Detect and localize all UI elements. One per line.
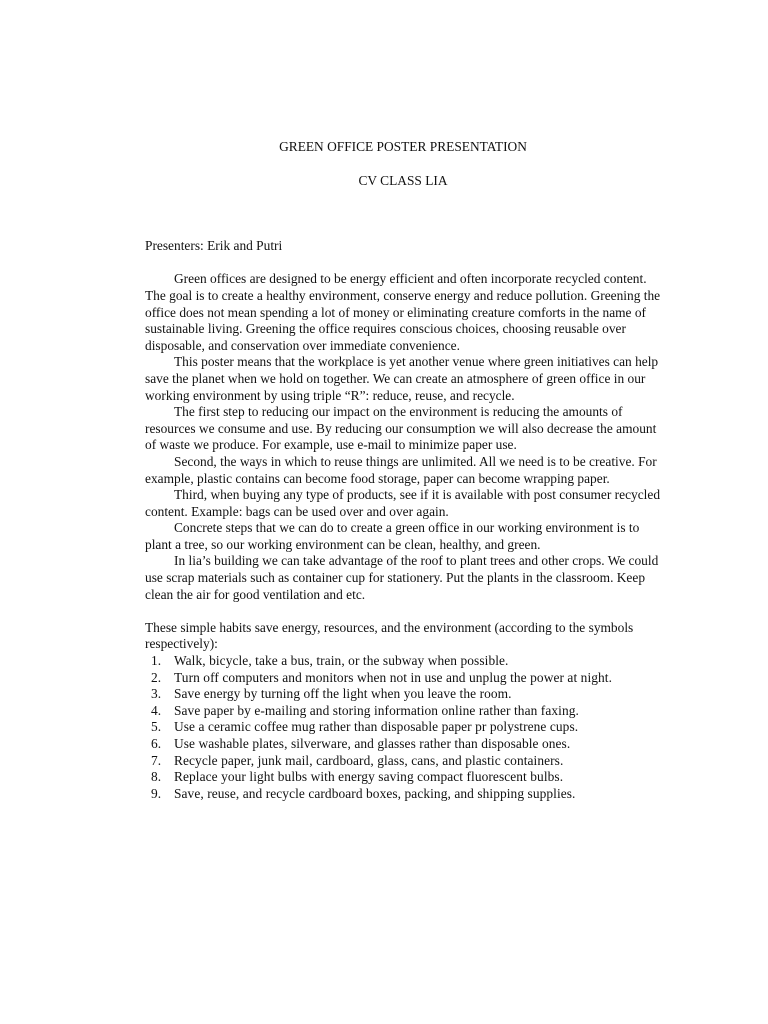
list-item: [145, 786, 661, 803]
list-item: [145, 653, 661, 670]
paragraph: Third, when buying any type of products, see if it is available with post consumer recycled content. Example: bags can be used over and over again.: [145, 487, 661, 519]
paragraph: Green offices are designed to be energy efficient and often incorporate recycled content. The goal is to create a healthy environment, conserve energy and reduce pollution. Greening the office does not mean spending a lot of money or eliminating creature comforts in the name of sustainable living. Greening the office requires conscious choices, choosing reusable over disposable, and conservation over immediate convenience.: [145, 271, 661, 353]
list-item-text: Recycle paper, junk mail, cardboard, glass, cans, and plastic containers.: [174, 752, 564, 768]
list-item: [145, 703, 661, 720]
list-number: 9.: [151, 785, 162, 801]
paragraph: This poster means that the workplace is yet another venue where green initiatives can help save the planet when we hold on together. We can create an atmosphere of green office in our working environment by using triple “R”: reduce, reuse, and recycle.: [145, 354, 659, 403]
list-item: [145, 686, 661, 703]
list-item-text: Use washable plates, silverware, and glasses rather than disposable ones.: [174, 736, 571, 751]
list-item: [145, 719, 661, 736]
list-item-text: Save energy by turning off the light when you leave the room.: [174, 686, 512, 702]
list-number: 4.: [151, 702, 162, 718]
list-number: 7.: [151, 752, 162, 768]
document-page: [145, 139, 661, 802]
list-number: 6.: [151, 736, 162, 751]
list-number: 3.: [151, 686, 162, 702]
habits-list: [145, 653, 661, 802]
list-item: [145, 769, 661, 786]
list-item: [145, 736, 661, 753]
list-number: 8.: [151, 769, 162, 785]
list-item-text: Walk, bicycle, take a bus, train, or the subway when possible.: [174, 653, 509, 669]
list-item-text: Use a ceramic coffee mug rather than disposable paper pr polystrene cups.: [174, 719, 579, 735]
list-number: 1.: [151, 653, 162, 669]
list-number: 2.: [151, 669, 162, 685]
body-text: [145, 271, 661, 603]
paragraph: The first step to reducing our impact on the environment is reducing the amounts of resources we consume and use. By reducing our consumption we will also decrease the amount of waste we produce. For example, use e-mail to minimize paper use.: [145, 404, 657, 453]
habits-intro: These simple habits save energy, resources, and the environment (according to the symbols respectively):: [145, 619, 634, 652]
list-item-text: Save paper by e-mailing and storing information online rather than faxing.: [174, 702, 579, 718]
presenters-line: Presenters: Erik and Putri: [145, 238, 283, 254]
document-title: GREEN OFFICE POSTER PRESENTATION: [279, 139, 527, 154]
list-number: 5.: [151, 719, 162, 735]
paragraph: Concrete steps that we can do to create a green office in our working environment is to plant a tree, so our working environment can be clean, healthy, and green.: [145, 520, 640, 552]
paragraph: In lia’s building we can take advantage of the roof to plant trees and other crops. We could use scrap materials such as container cup for stationery. Put the plants in the classroom. Keep clean the air for good ventilation and etc.: [145, 553, 659, 602]
list-item-text: Save, reuse, and recycle cardboard boxes, packing, and shipping supplies.: [174, 785, 576, 801]
list-item-text: Replace your light bulbs with energy saving compact fluorescent bulbs.: [174, 769, 564, 785]
document-subtitle: CV CLASS LIA: [358, 172, 448, 188]
paragraph: Second, the ways in which to reuse things are unlimited. All we need is to be creative. For example, plastic contains can become food storage, paper can become wrapping paper.: [145, 453, 657, 486]
list-item: [145, 753, 661, 770]
list-item: [145, 670, 661, 687]
list-item-text: Turn off computers and monitors when not in use and unplug the power at night.: [174, 669, 613, 685]
